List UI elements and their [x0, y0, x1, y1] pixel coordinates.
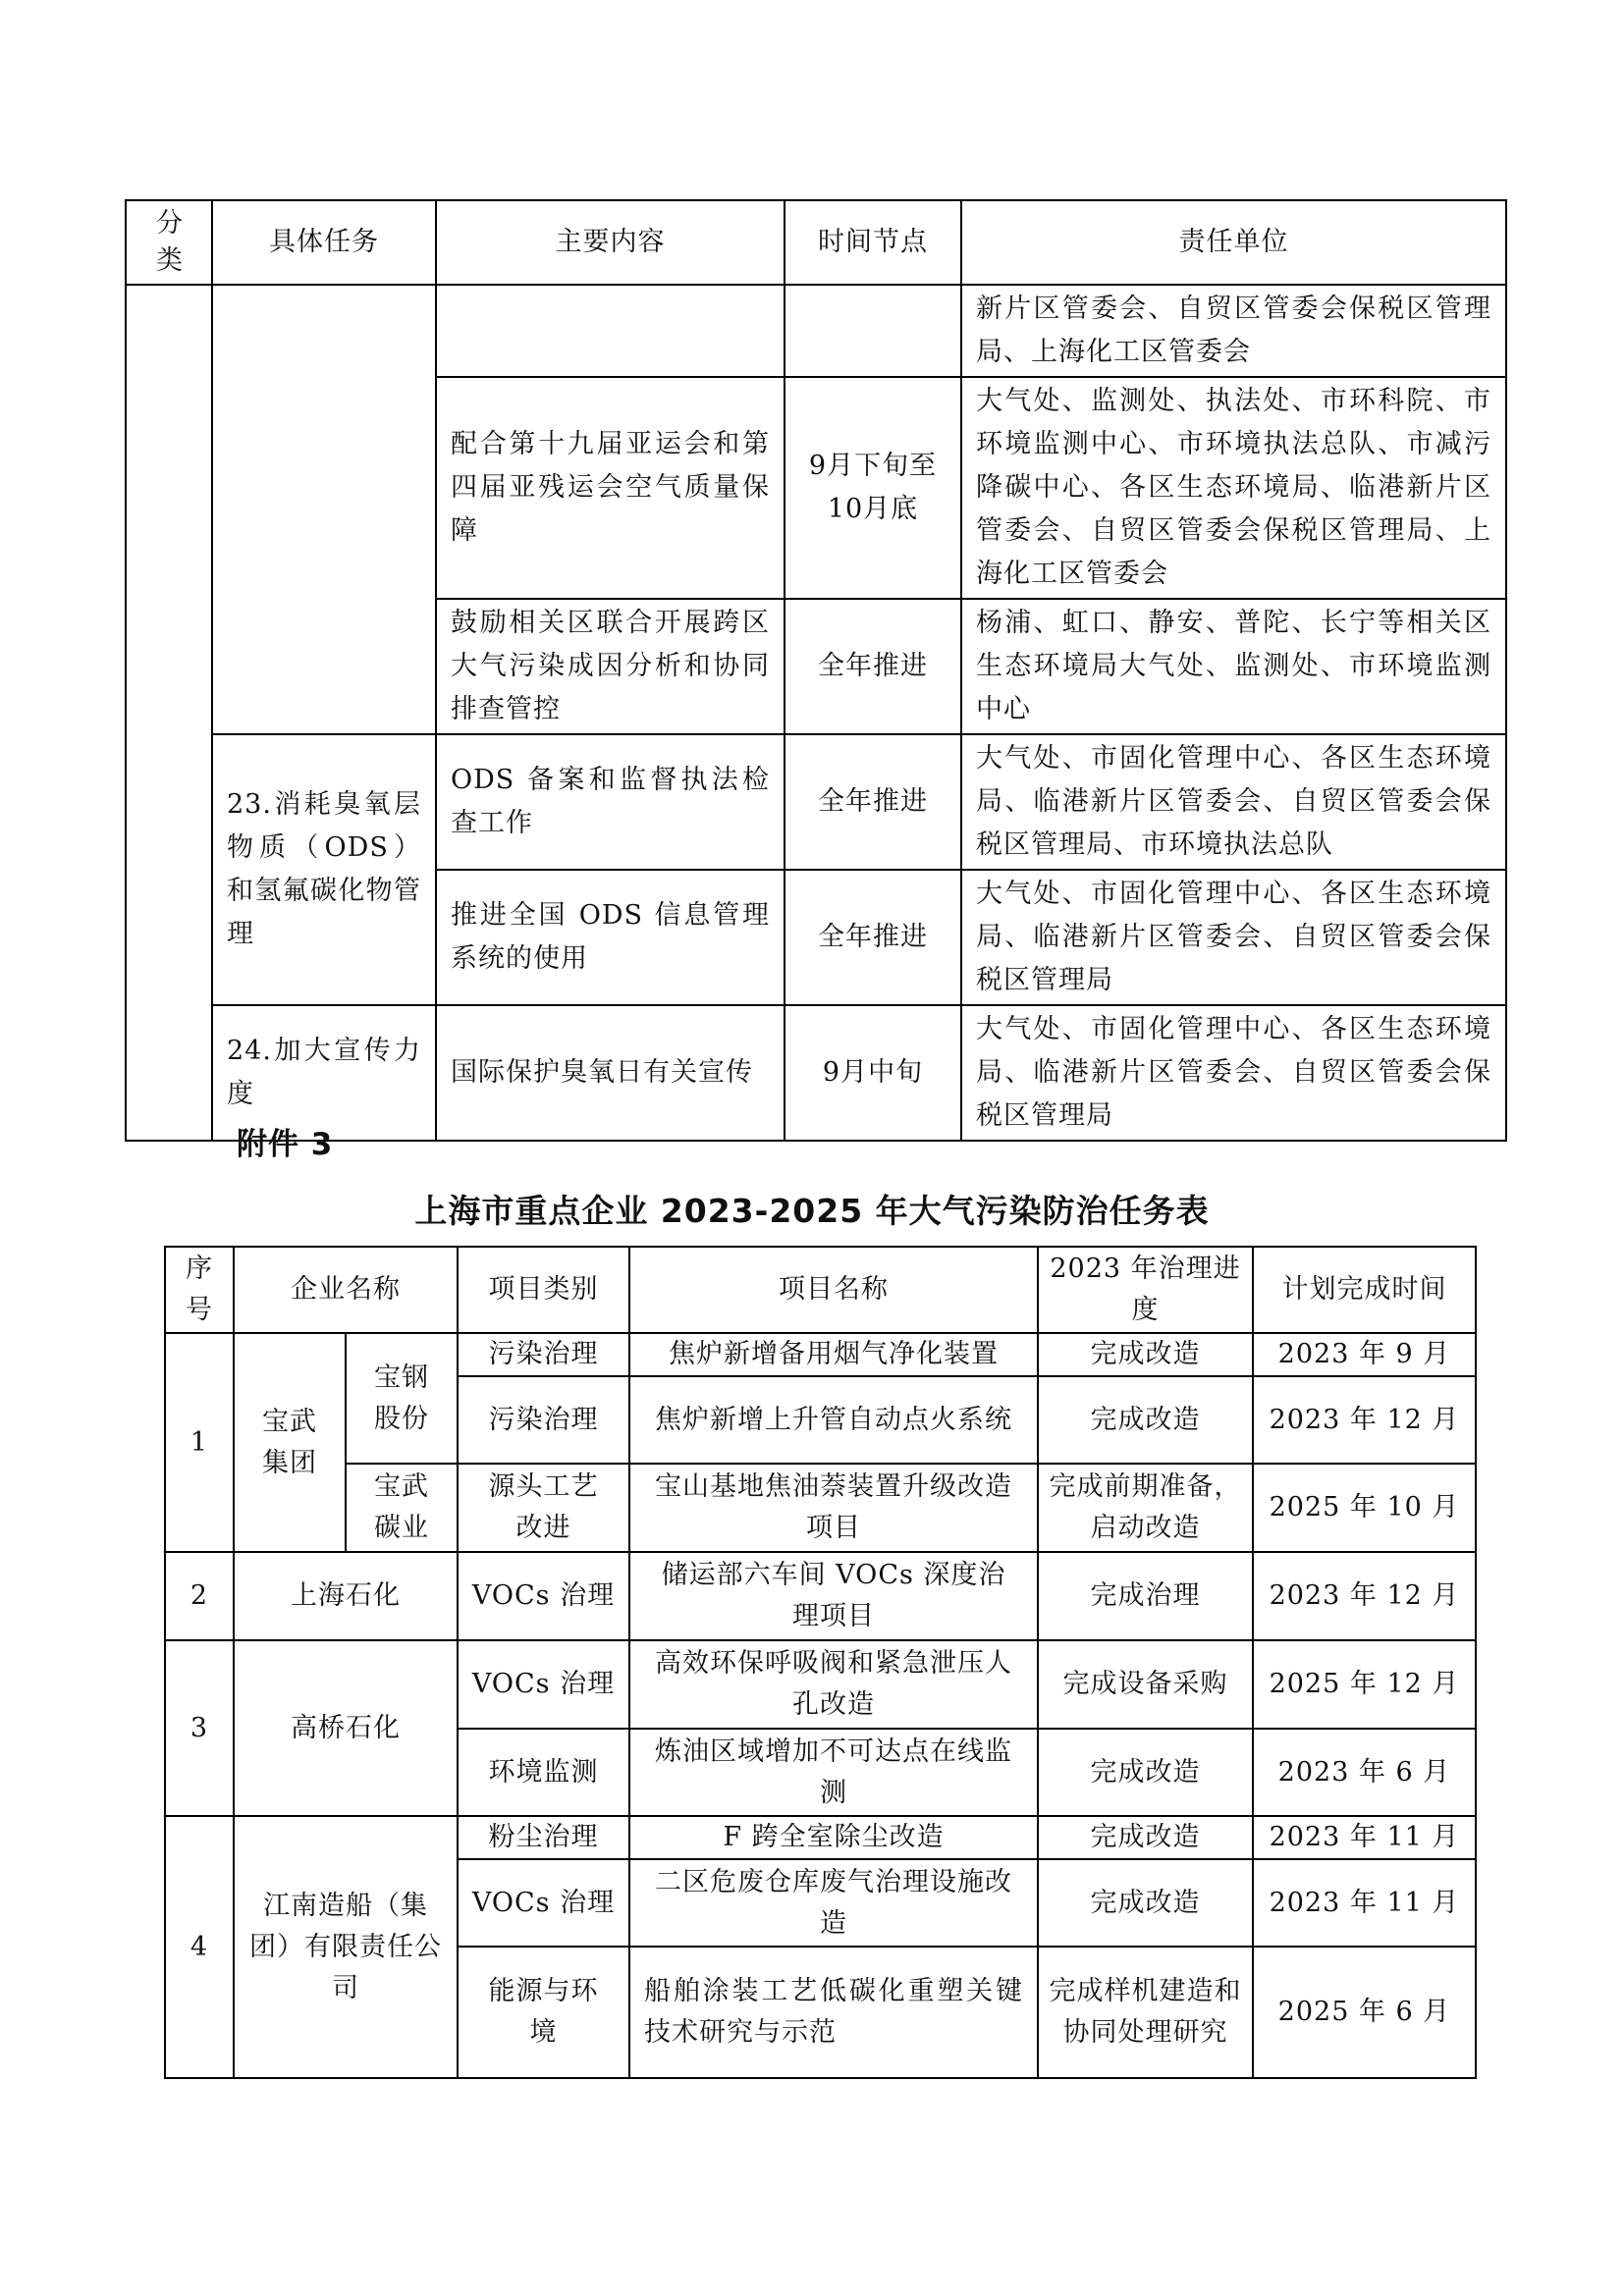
table-row	[126, 285, 1506, 377]
progress: 完成改造	[1038, 1859, 1253, 1947]
table-row	[165, 1333, 1476, 1376]
time-cell	[785, 285, 961, 377]
project-name: 船舶涂装工艺低碳化重塑关键技术研究与示范	[629, 1947, 1038, 2078]
deadline: 2023 年 9 月	[1253, 1333, 1476, 1376]
deadline: 2023 年 12 月	[1253, 1376, 1476, 1464]
unit-cell: 大气处、监测处、执法处、市环科院、市环境监测中心、市环境执法总队、市减污降碳中心、各区生态环境局、临港新片区管委会、自贸区管委会保税区管理局、上海化工区管委会	[961, 377, 1506, 599]
project-category: 源头工艺改进	[458, 1464, 629, 1552]
project-name: 储运部六车间 VOCs 深度治理项目	[629, 1552, 1038, 1640]
header-category: 分类	[126, 200, 212, 285]
header-task: 具体任务	[212, 200, 436, 285]
project-category: 能源与环境	[458, 1947, 629, 2078]
table-row	[165, 1640, 1476, 1729]
project-category: 污染治理	[458, 1333, 629, 1376]
unit-cell: 新片区管委会、自贸区管委会保税区管理局、上海化工区管委会	[961, 285, 1506, 377]
header-unit: 责任单位	[961, 200, 1506, 285]
time-cell: 全年推进	[785, 734, 961, 870]
row-number: 3	[165, 1640, 234, 1816]
content-cell: 推进全国 ODS 信息管理系统的使用	[436, 870, 785, 1005]
deadline: 2023 年 11 月	[1253, 1859, 1476, 1947]
header-content: 主要内容	[436, 200, 785, 285]
table-header-row	[165, 1247, 1476, 1333]
company-name: 江南造船（集团）有限责任公司	[234, 1816, 458, 2078]
table-title: 上海市重点企业 2023-2025 年大气污染防治任务表	[414, 1192, 1210, 1230]
annex-label: 附件 3	[237, 1127, 334, 1162]
content-cell: 国际保护臭氧日有关宣传	[436, 1005, 785, 1141]
row-number: 4	[165, 1816, 234, 2078]
content-cell: 鼓励相关区联合开展跨区大气污染成因分析和协同排查管控	[436, 599, 785, 734]
company-name: 宝武集团	[234, 1333, 346, 1552]
progress: 完成治理	[1038, 1552, 1253, 1640]
project-name: 焦炉新增上升管自动点火系统	[629, 1376, 1038, 1464]
progress: 完成改造	[1038, 1816, 1253, 1859]
company-name: 上海石化	[234, 1552, 458, 1640]
progress: 完成前期准备，启动改造	[1038, 1464, 1253, 1552]
header-progress: 2023 年治理进度	[1038, 1247, 1253, 1333]
project-category: VOCs 治理	[458, 1640, 629, 1729]
table-row	[165, 1552, 1476, 1640]
category-cell	[126, 285, 212, 1141]
enterprise-task-table	[164, 1246, 1477, 2079]
time-cell: 全年推进	[785, 870, 961, 1005]
time-cell: 9月下旬至10月底	[785, 377, 961, 599]
project-name: 炼油区域增加不可达点在线监测	[629, 1729, 1038, 1816]
company-name: 高桥石化	[234, 1640, 458, 1816]
progress: 完成改造	[1038, 1376, 1253, 1464]
deadline: 2023 年 6 月	[1253, 1729, 1476, 1816]
unit-cell: 大气处、市固化管理中心、各区生态环境局、临港新片区管委会、自贸区管委会保税区管理局、市环境执法总队	[961, 734, 1506, 870]
row-number: 1	[165, 1333, 234, 1552]
deadline: 2025 年 6 月	[1253, 1947, 1476, 2078]
header-category: 项目类别	[458, 1247, 629, 1333]
table-header-row	[126, 200, 1506, 285]
project-name: 二区危废仓库废气治理设施改造	[629, 1859, 1038, 1947]
table-row	[126, 734, 1506, 870]
subsidiary-name: 宝钢股份	[346, 1333, 458, 1464]
project-name: F 跨全室除尘改造	[629, 1816, 1038, 1859]
header-deadline: 计划完成时间	[1253, 1247, 1476, 1333]
unit-cell: 大气处、市固化管理中心、各区生态环境局、临港新片区管委会、自贸区管委会保税区管理局	[961, 870, 1506, 1005]
progress: 完成样机建造和协同处理研究	[1038, 1947, 1253, 2078]
table-row	[165, 1816, 1476, 1859]
progress: 完成设备采购	[1038, 1640, 1253, 1729]
content-cell: 配合第十九届亚运会和第四届亚残运会空气质量保障	[436, 377, 785, 599]
project-name: 宝山基地焦油萘装置升级改造项目	[629, 1464, 1038, 1552]
task-cell	[212, 285, 436, 734]
header-project: 项目名称	[629, 1247, 1038, 1333]
content-cell: ODS 备案和监督执法检查工作	[436, 734, 785, 870]
deadline: 2025 年 10 月	[1253, 1464, 1476, 1552]
project-category: 环境监测	[458, 1729, 629, 1816]
row-number: 2	[165, 1552, 234, 1640]
content-cell	[436, 285, 785, 377]
deadline: 2025 年 12 月	[1253, 1640, 1476, 1729]
header-no: 序号	[165, 1247, 234, 1333]
progress: 完成改造	[1038, 1729, 1253, 1816]
time-cell: 全年推进	[785, 599, 961, 734]
deadline: 2023 年 12 月	[1253, 1552, 1476, 1640]
subsidiary-name: 宝武碳业	[346, 1464, 458, 1552]
project-category: 污染治理	[458, 1376, 629, 1464]
unit-cell: 杨浦、虹口、静安、普陀、长宁等相关区生态环境局大气处、监测处、市环境监测中心	[961, 599, 1506, 734]
unit-cell: 大气处、市固化管理中心、各区生态环境局、临港新片区管委会、自贸区管委会保税区管理局	[961, 1005, 1506, 1141]
task-cell: 23.消耗臭氧层物质（ODS）和氢氟碳化物管理	[212, 734, 436, 1005]
project-category: VOCs 治理	[458, 1552, 629, 1640]
progress: 完成改造	[1038, 1333, 1253, 1376]
header-time: 时间节点	[785, 200, 961, 285]
project-name: 高效环保呼吸阀和紧急泄压人孔改造	[629, 1640, 1038, 1729]
task-table	[125, 199, 1507, 1142]
project-name: 焦炉新增备用烟气净化装置	[629, 1333, 1038, 1376]
deadline: 2023 年 11 月	[1253, 1816, 1476, 1859]
time-cell: 9月中旬	[785, 1005, 961, 1141]
task-cell: 24.加大宣传力度	[212, 1005, 436, 1141]
table-row	[165, 1464, 1476, 1552]
header-company: 企业名称	[234, 1247, 458, 1333]
project-category: VOCs 治理	[458, 1859, 629, 1947]
project-category: 粉尘治理	[458, 1816, 629, 1859]
